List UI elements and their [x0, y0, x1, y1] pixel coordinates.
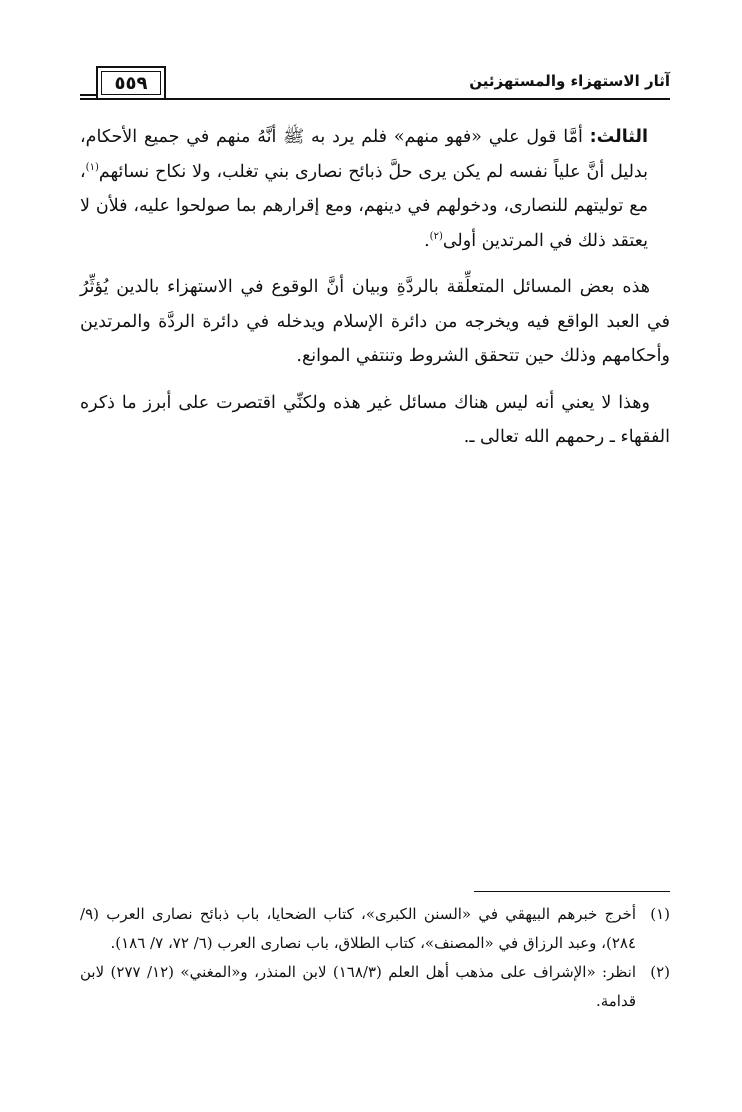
paragraph-text-b: ، مع توليتهم للنصارى، ودخولهم في دينهم، ومع إقرارهم بما صولحوا عليه، فلأن لا يعتقد ذلك في المرتدين أولى [80, 161, 648, 251]
footnote-1 [80, 900, 670, 958]
footnote-text: انظر: «الإشراف على مذهب أهل العلم (١٦٨/٣) لابن المنذر، و«المغني» (١٢/ ٢٧٧) لابن قدامة. [80, 963, 636, 1010]
footnote-separator [474, 891, 670, 892]
footnotes [80, 900, 670, 1016]
paragraph-text-a: أمَّا قول علي «فهو منهم» فلم يرد به ﷺ أنَّهُ منهم في جميع الأحكام، بدليل أنَّ علياً نفسه لم يكن يرى حلَّ ذبائح نصارى بني تغلب، ولا نكاح نسائهم [80, 127, 648, 182]
header-rule [80, 98, 670, 100]
paragraph-apostasy-issues: هذه بعض المسائل المتعلِّقة بالردَّةِ وبيان أنَّ الوقوع في الاستهزاء بالدين يُؤثِّرُ في العبد الواقع فيه ويخرجه من دائرة الإسلام ويدخله في دائرة الردَّة والمرتدين وأحكامهم وذلك حين تتحقق الشروط وتنتفي الموانع. [80, 277, 670, 366]
paragraph-third-point [80, 120, 648, 258]
footnote-2 [80, 958, 670, 1016]
body-text [80, 120, 670, 467]
running-title: آثار الاستهزاء والمستهزئين [469, 72, 670, 90]
footnote-text: أخرج خبرهم البيهقي في «السنن الكبرى»، كتاب الضحايا، باب ذبائح نصارى العرب (٩/ ٢٨٤)، وعبد الرزاق في «المصنف»، كتاب الطلاق، باب نصارى العرب (٦/ ٧٢، ٧/ ١٨٦). [80, 905, 636, 952]
page-header [80, 66, 670, 106]
header-left-stub [80, 94, 96, 96]
footnote-number: (٢) [650, 963, 670, 981]
paragraph-conclusion: وهذا لا يعني أنه ليس هناك مسائل غير هذه ولكنِّي اقتصرت على أبرز ما ذكره الفقهاء ـ رحمهم الله تعالى ـ. [80, 392, 670, 447]
footnote-ref-1[interactable]: (١) [85, 161, 99, 173]
footnote-ref-2[interactable]: (٢) [429, 230, 443, 242]
paragraph-text-c: . [424, 230, 430, 251]
page-number-box [96, 66, 166, 100]
page-number: ٥٥٩ [114, 72, 148, 94]
paragraph-lead: الثالث: [589, 127, 648, 147]
footnote-number: (١) [650, 905, 670, 923]
